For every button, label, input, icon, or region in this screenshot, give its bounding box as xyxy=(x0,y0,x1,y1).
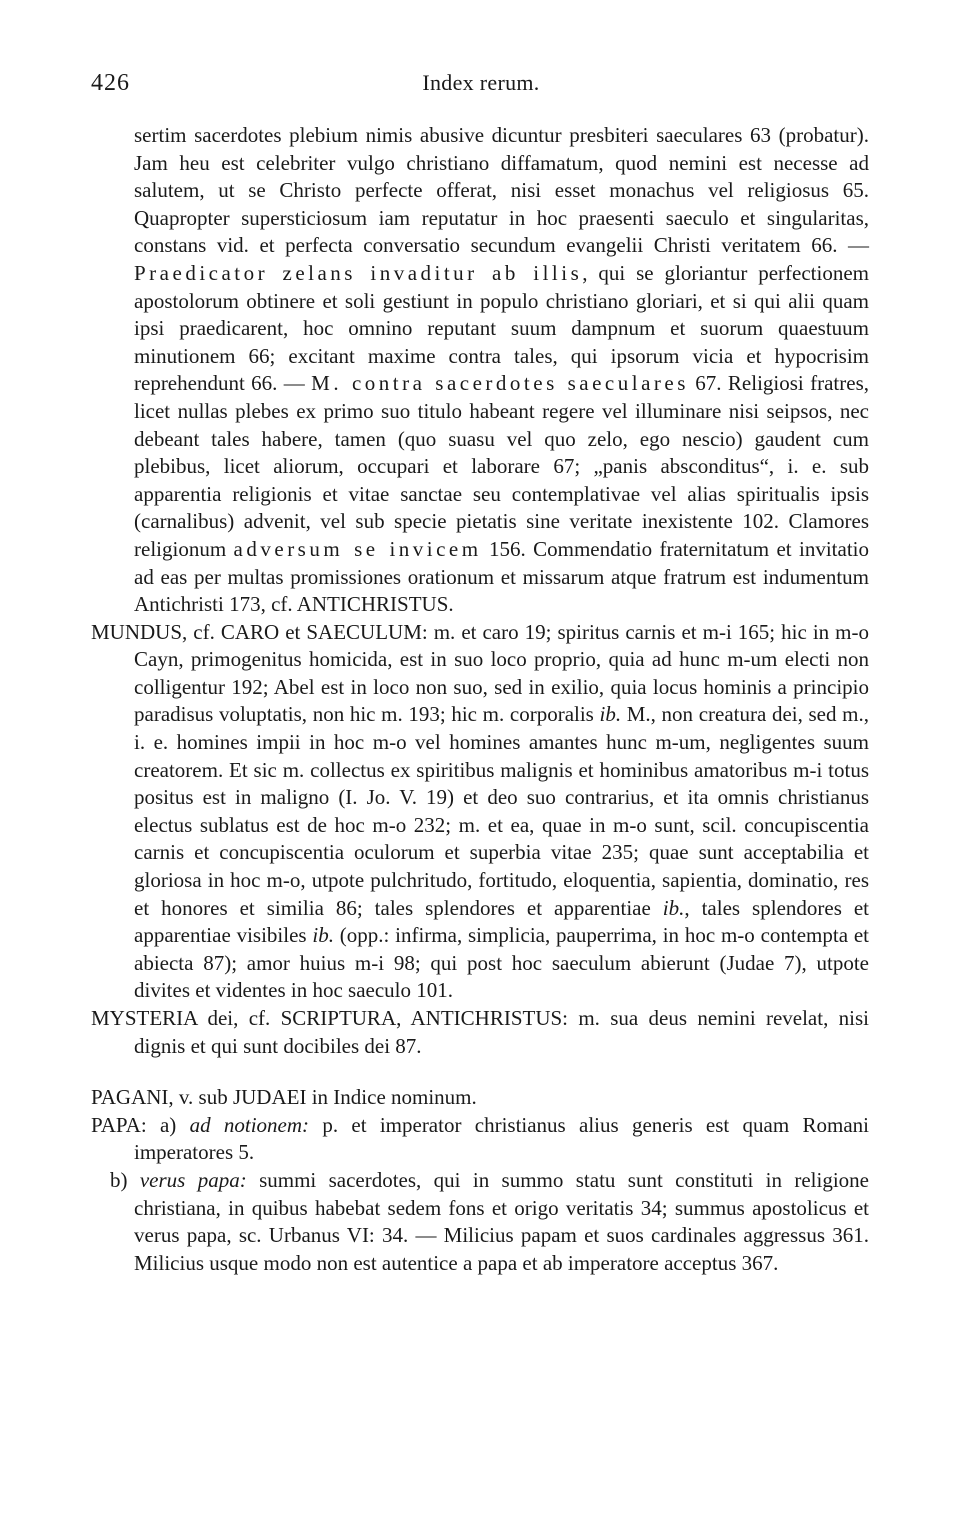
spaced-text-run: M. contra sacerdotes saeculares xyxy=(311,371,689,396)
text-run: p. et imperator christianus alius generis est quam Romani imperatores 5. xyxy=(134,1112,869,1165)
text-run: (opp.: infirma, simplicia, pauperrima, in hoc m-o contempta et abiecta 87); amor huius m-i 98; qui post hoc saeculum abierunt (Judae 7), utpote divites et videntes in hoc saeculo 101. xyxy=(134,923,869,1003)
text-run: MUNDUS, cf. CARO et SAECULUM: m. et caro 19; spiritus carnis et m-i 165; hic in m-o Cayn, primogenitus homicida, est in suo loco proprio, quia ad hunc m-um electi non colligentur 192; Abel est in loco non suo, sed in exilio, quia locus hominis a principio paradisus voluptatis, non hic m. 193; hic m. corporalis xyxy=(91,619,869,727)
text-run: b) xyxy=(110,1167,140,1192)
running-head: Index rerum. xyxy=(422,70,540,95)
index-body xyxy=(91,122,869,1277)
page-header xyxy=(91,70,871,104)
text-run: PAPA: a) xyxy=(91,1112,190,1137)
text-run: M., non creatura dei, sed m., i. e. homines impii in hoc m-o vel homines amantes hunc m-um, negligentes suum creatorem. Et sic m. collectus ex spiritibus malignis et hominibus amatoribus m-i totus positus est in maligno (I. Jo. V. 19) et deo suo contrarius, et ita omnis christianus electus sublatus est de hoc m-o 232; m. et ea, quae in m-o sunt, scil. concupiscentia carnis et concupiscentia oculorum et superbia vitae 235; quae sunt acceptabilia et gloriosa in hoc m-o, utpote pulchritudo, fortitudo, eloquentia, sapientia, dominatio, res et honores et similia 86; tales splendores et apparentiae xyxy=(134,702,869,920)
spaced-text-run: Praedicator zelans invaditur ab illis xyxy=(134,260,583,285)
text-run: 67. Religiosi fratres, licet nullas plebes ex primo suo titulo habeant regere vel illuminare nisi seipsos, nec debeant tales habere, tamen (quo suasu vel quo zelo, ego nescio) gaudent cum plebibus, licet aliorum, occupari et laborare 67; „panis absconditus“, i. e. sub apparentia religionis et vitae sanctae seu contemplativae vel alias spiritualis ipsis (carnalibus) advenit, vel sub specie pietatis sine veritate inexistente 102. Clamores religionum xyxy=(134,371,869,561)
italic-text-run: ib. xyxy=(662,895,685,920)
italic-text-run: verus papa: xyxy=(139,1167,247,1192)
entry-papa-a xyxy=(91,1112,869,1167)
text-run: summi sacerdotes, qui in summo statu sunt constituti in religione christiana, in quibus habebat sedem fons et origo veritatis 34; summus apostolicus et verus papa, sc. Urbanus VI: 34. — Milicius papam et suos cardinales aggressus 361. Milicius usque modo non est autentice a papa et ab imperatore acceptus 367. xyxy=(134,1167,869,1275)
entry-pagani: PAGANI, v. sub JUDAEI in Indice nominum. xyxy=(91,1085,477,1110)
entry-papa-b xyxy=(91,1167,869,1277)
spaced-text-run: adversum se invicem xyxy=(233,536,482,561)
text-run: sertim sacerdotes plebium nimis abusive dicuntur presbiteri saeculares 63 (probatur). Jam heu est celebriter vulgo christiano diffamatum, quod nemini est necesse ad salutem, ut se Christo perfecte offerat, nisi esset monachus vel religiosus 65. Quapropter supersticiosum iam reputatur in hoc praesenti saeculo et singularitas, constans vid. et perfecta conversatio secundum evangelii Christi veritatem 66. — xyxy=(134,123,869,258)
entry-mysteria: MYSTERIA dei, cf. SCRIPTURA, ANTICHRISTUS: m. sua deus nemini revelat, nisi dignis et qui sunt docibiles dei 87. xyxy=(91,1006,869,1058)
italic-text-run: ib. xyxy=(599,702,622,727)
text-run: , tales splendores et apparentiae visibiles xyxy=(134,895,869,948)
page-number: 426 xyxy=(91,70,130,96)
italic-text-run: ib. xyxy=(312,923,334,948)
entry-continuation xyxy=(91,122,869,619)
text-run: 156. Commendatio fraternitatum et invitatio ad eas per multas promissiones orationum et missarum atque fratrum est indumentum Antichristi 173, cf. ANTICHRISTUS. xyxy=(134,536,870,617)
entry-mundus xyxy=(91,619,869,1005)
text-run: , qui se gloriantur perfectionem apostolorum obtinere et soli gestiunt in populo christiano gloriari, et si qui alii quam ipsi praedicarent, hoc omnino reputant suum dampnum et suorum quaestuum minutionem 66; excitant maxime contra tales, qui ipsorum vicia et hypocrisim reprehendunt 66. — xyxy=(134,260,869,396)
italic-text-run: ad notionem: xyxy=(189,1112,310,1137)
